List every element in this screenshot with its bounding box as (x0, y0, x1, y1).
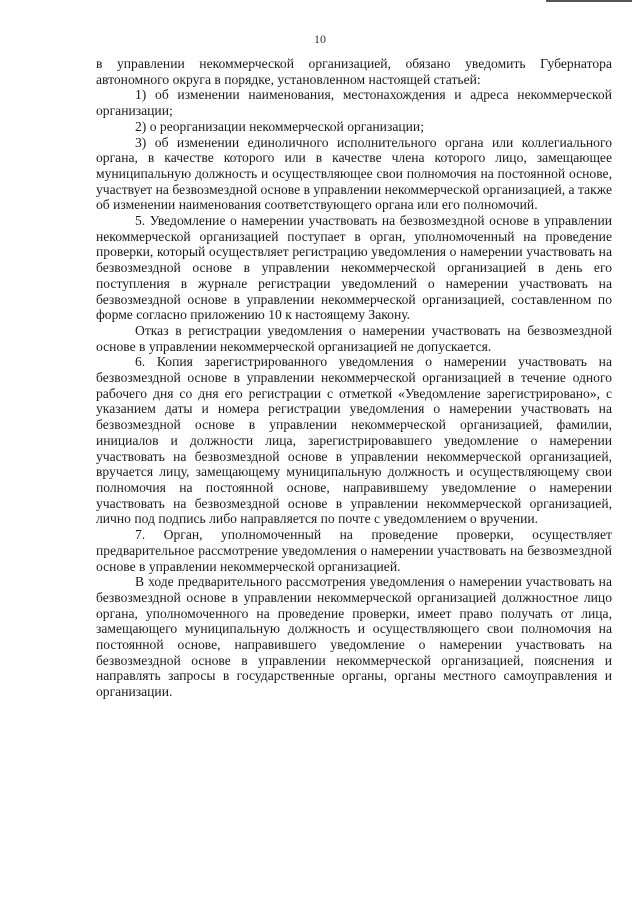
scan-edge-mark (546, 0, 632, 2)
paragraph-continuation: в управлении некоммерческой организацией, обязано уведомить Губернатора автономного округа в порядке, установленном настоящей статьей: (96, 56, 612, 87)
paragraph-refusal: Отказ в регистрации уведомления о намерении участвовать на безвозмездной основе в управлении некоммерческой организацией не допускается. (96, 322, 612, 354)
paragraph-item-3: 3) об изменении единоличного исполнительного органа или коллегиального органа, в качестве которого или в качестве члена которого лицо, замещающее муниципальную должность и осуществляющее свои полномочия на постоянной основе, участвует на безвозмездной основе в управлении некоммерческой организацией, а также об изменении наименования соответствующего органа или его полномочий. (96, 134, 612, 213)
page-number: 10 (314, 32, 326, 46)
paragraph-clause-5: 5. Уведомление о намерении участвовать на безвозмездной основе в управлении некоммерческой организацией поступает в орган, уполномоченный на проведение проверки, который осуществляет регистрацию уведомления о намерении участвовать на безвозмездной основе в управлении некоммерческой организацией в день его поступления в журнале регистрации уведомлений о намерении участвовать на безвозмездной основе в управлении некоммерческой организацией, составленном по форме согласно приложению 10 к настоящему Закону. (96, 213, 612, 323)
paragraph-preliminary-review: В ходе предварительного рассмотрения уведомления о намерении участвовать на безвозмездной основе в управлении некоммерческой организацией должностное лицо органа, уполномоченного на проведение проверки, имеет право получать от лица, замещающего муниципальную должность и осуществляющего свои полномочия на постоянной основе, направившего уведомление о намерении участвовать на безвозмездной основе в управлении некоммерческой организацией, пояснения и направлять запросы в государственные органы, органы местного самоуправления и организации. (96, 574, 612, 700)
paragraph-item-2: 2) о реорганизации некоммерческой организации; (135, 118, 424, 134)
paragraph-item-1: 1) об изменении наименования, местонахождения и адреса некоммерческой организации; (96, 87, 612, 119)
paragraph-clause-6: 6. Копия зарегистрированного уведомления о намерении участвовать на безвозмездной основе в управлении некоммерческой организацией в течение одного рабочего дня со дня его регистрации с отметкой «Уведомление зарегистрировано», с указанием даты и номера регистрации уведомления о намерении участвовать на безвозмездной основе в управлении некоммерческой организацией, фамилии, инициалов и должности лица, зарегистрировавшего уведомление о намерении участвовать на безвозмездной основе в управлении некоммерческой организацией, вручается лицу, замещающему муниципальную должность и осуществляющему свои полномочия на постоянной основе, направившему уведомление о намерении участвовать на безвозмездной основе в управлении некоммерческой организацией, лично под подпись либо направляется по почте с уведомлением о вручении. (96, 354, 612, 527)
paragraph-clause-7: 7. Орган, уполномоченный на проведение проверки, осуществляет предварительное рассмотрение уведомления о намерении участвовать на безвозмездной основе в управлении некоммерческой организацией. (96, 527, 612, 574)
document-body (96, 56, 612, 700)
